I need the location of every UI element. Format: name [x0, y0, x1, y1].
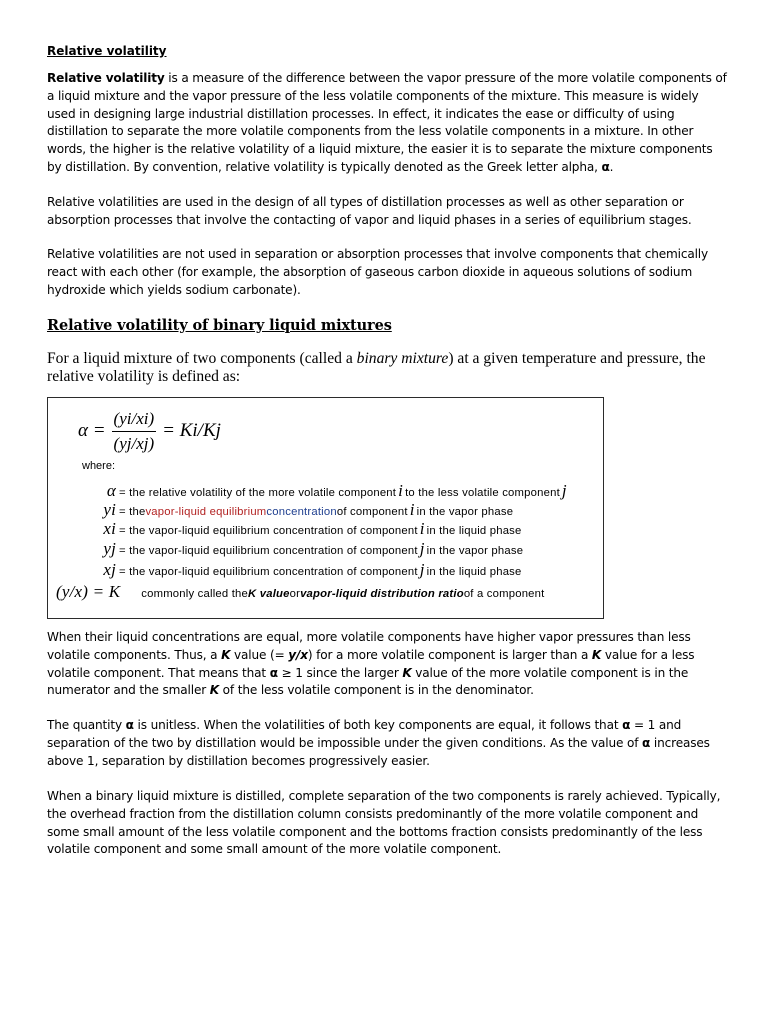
def-xi-symbol: xi: [103, 519, 116, 538]
def-yj-text-a: = the vapor-liquid equilibrium concentration of component: [119, 545, 418, 557]
def-alpha: [48, 481, 569, 500]
p4-t2: value (=: [230, 647, 289, 662]
def-xj-var-j: j: [419, 560, 425, 579]
paragraph-distillation: When a binary liquid mixture is distilled, complete separation of the two components is rarely achieved. Typically, the overhead fraction from the distillation column consists predominantly of the more volatile component and some small amount of the less volatile component and the bottoms fraction consists predominantly of the less volatile component and some small amount of the more volatile component.: [47, 789, 721, 857]
section-heading: Relative volatility of binary liquid mixtures: [47, 317, 392, 334]
def-xj: [48, 560, 522, 579]
def-xi-var-i: i: [419, 519, 425, 538]
intro-text: is a measure of the difference between the vapor pressure of the more volatile components of a liquid mixture and the vapor pressure of the less volatile components of the mixture. This measure is widely used in designing large industrial distillation processes. In effect, it indicates the ease or difficulty of using distillation to separate the more volatile components from the less volatile components in a mixture. In other words, the higher is the relative volatility of a liquid mixture, the easier it is to separate the mixture components by distillation. By convention, relative volatility is typically denoted as the Greek letter alpha,: [47, 71, 727, 174]
section-intro-italic: binary mixture: [356, 350, 449, 367]
intro-term: Relative volatility: [47, 71, 165, 85]
p4-k3: K: [402, 665, 412, 680]
paragraph-k-value: [47, 629, 727, 700]
def-yi-link-concentration[interactable]: concentration: [266, 506, 337, 518]
def-alpha-symbol: α: [106, 481, 116, 500]
p5-a3: α: [642, 735, 651, 750]
section-intro-part1: For a liquid mixture of two components (called a: [47, 350, 357, 367]
p4-t7: of the less volatile component is in the denominator.: [218, 683, 534, 698]
p4-alpha: α: [269, 665, 278, 680]
def-xi-text-a: = the vapor-liquid equilibrium concentration of component: [119, 525, 418, 537]
p5-t4: increases above 1, separation by distillation becomes progressively easier.: [47, 735, 710, 768]
def-k-or: or: [289, 588, 301, 600]
p5-t1: The quantity: [47, 718, 126, 732]
def-yi-text-b: of component: [336, 506, 408, 518]
p4-k2: K: [591, 647, 602, 662]
paragraph-not-used: Relative volatilities are not used in separation or absorption processes that involve components that chemically react with each other (for example, the absorption of gaseous carbon dioxide in aqueous solutions of sodium hydroxide which yields sodium carbonate).: [47, 247, 709, 297]
intro-alpha: α: [601, 159, 610, 174]
where-label: where:: [82, 460, 116, 472]
def-k-label-b: of a component: [463, 588, 545, 600]
def-yi: [48, 500, 513, 519]
def-k-ratio-term: vapor-liquid distribution ratio: [300, 588, 464, 600]
def-yj-symbol: yj: [103, 539, 116, 558]
def-k-value-term: K value: [248, 588, 290, 600]
def-xi-text-b: in the liquid phase: [426, 525, 522, 537]
def-yj: [48, 539, 523, 558]
def-yi-var-i: i: [409, 500, 415, 519]
def-xj-text-a: = the vapor-liquid equilibrium concentration of component: [119, 566, 418, 578]
p5-t2: is unitless. When the volatilities of both key components are equal, it follows that: [133, 718, 623, 732]
p4-t1: When their liquid concentrations are equal, more volatile components have higher vapor pressures than less volatile components. Thus, a: [47, 630, 691, 662]
paragraph-design-uses: Relative volatilities are used in the design of all types of distillation processes as well as other separation or absorption processes that involve the contacting of vapor and liquid phases in a series of equilibrium stages.: [47, 195, 692, 227]
def-xj-text-b: in the liquid phase: [426, 566, 522, 578]
p4-k4: K: [209, 683, 219, 698]
p5-a2: α: [622, 718, 631, 732]
p5-a1: α: [125, 718, 134, 732]
section-intro: [47, 350, 717, 386]
def-alpha-var-j: j: [561, 481, 567, 500]
def-alpha-text-b: to the less volatile component: [405, 487, 560, 499]
def-k-label-a: commonly called the: [141, 588, 249, 600]
alpha-eq-lhs: α =: [78, 420, 106, 441]
def-alpha-text-a: = the relative volatility of the more volatile component: [119, 487, 397, 499]
section-intro-part2: ) at a given temperature and pressure, the relative volatility is defined as:: [47, 350, 706, 385]
def-yi-text-c: in the vapor phase: [416, 506, 514, 518]
page-title: Relative volatility: [47, 44, 167, 58]
def-yj-text-b: in the vapor phase: [426, 545, 524, 557]
def-yi-link-vle[interactable]: vapor-liquid equilibrium: [145, 506, 267, 518]
p4-k1: K: [221, 647, 231, 662]
def-k-value: [48, 582, 545, 601]
def-xj-symbol: xj: [103, 560, 116, 579]
alpha-eq-rhs: = Ki/Kj: [162, 420, 221, 441]
p4-t5: ≥ 1 since the larger: [277, 665, 403, 680]
p4-yx: y/x: [288, 647, 308, 662]
def-xi: [48, 519, 522, 538]
fraction-numerator: (yi/xi): [112, 409, 157, 432]
formula-box: [47, 397, 604, 619]
fraction-denominator: (yj/xj): [113, 433, 155, 453]
paragraph-unitless: [47, 717, 727, 770]
def-alpha-var-i: i: [398, 481, 404, 500]
def-yi-eq: = the: [119, 506, 146, 518]
def-k-symbol: (y/x) = K: [56, 582, 121, 601]
p4-t3: ) for a more volatile component is larger than a: [307, 647, 592, 662]
alpha-fraction: [112, 409, 157, 454]
def-yj-var-j: j: [419, 539, 425, 558]
intro-paragraph: [47, 70, 727, 177]
p4-t4: value for a less volatile component. That means that: [47, 647, 695, 680]
p5-t3: = 1 and separation of the two by distillation would be impossible under the given conditions. As the value of: [47, 718, 682, 750]
def-yi-symbol: yi: [103, 500, 116, 519]
intro-end: .: [609, 159, 614, 174]
alpha-equation: [78, 404, 221, 458]
p4-t6: value of the more volatile component is in the numerator and the smaller: [47, 665, 689, 698]
